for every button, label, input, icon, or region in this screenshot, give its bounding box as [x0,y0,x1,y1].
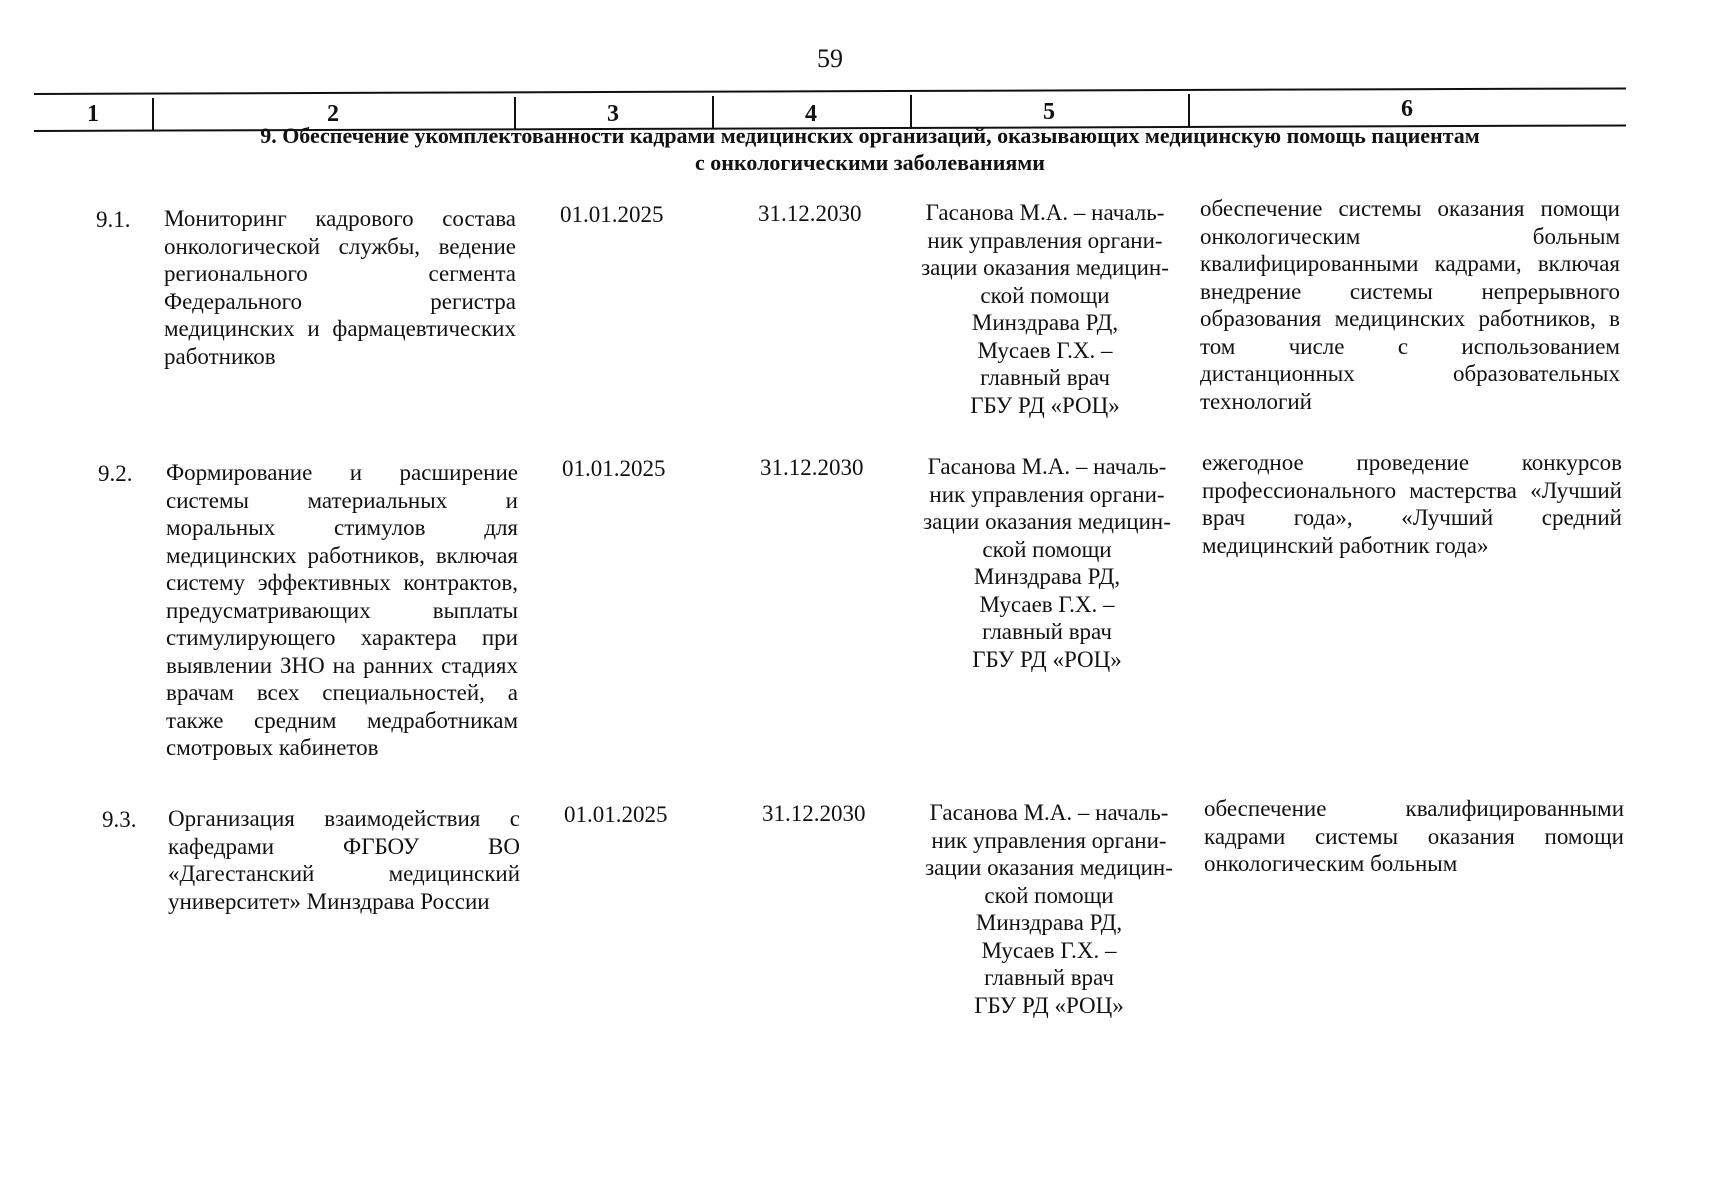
responsible-line: ской помощи [982,536,1112,562]
column-header-5: 5 [1043,99,1055,125]
responsible-line: ник управления органи- [927,227,1163,253]
responsible-line: Гасанова М.А. – началь- [927,454,1167,479]
row-number: 9.2. [98,461,133,486]
row-start-date: 01.01.2025 [564,802,668,827]
row-start-date: 01.01.2025 [560,202,664,227]
responsible-line: ГБУ РД «РОЦ» [972,646,1122,672]
responsible-line: ГБУ РД «РОЦ» [970,392,1120,418]
row-responsible [912,199,1178,419]
row-end-date: 31.12.2030 [762,801,866,826]
column-header-2: 2 [327,101,339,127]
row-description: Мониторинг кадрового состава онкологической службы, ведение регионального сегмента Федерального регистра медицинских и фармацевтических работников [164,206,516,369]
responsible-line: зации оказания медицин- [925,855,1173,880]
responsible-line: главный врач [980,365,1110,390]
responsible-line: Минздрава РД, [971,310,1119,335]
row-responsible [914,453,1180,673]
row-number: 9.1. [96,207,131,232]
responsible-line: зации оказания медицин- [921,255,1169,280]
column-header-4: 4 [805,101,817,127]
responsible-line: зации оказания медицин- [923,509,1171,534]
row-description: Формирование и расширение системы материальных и моральных стимулов для медицинских работников, включая систему эффективных контрактов, предусматривающих выплаты стимулирующего характера при выявлении ЗНО на ранних стадиях врачам всех специальностей, а также средним медработникам смотровых кабинетов [166,460,518,760]
responsible-line: ской помощи [980,282,1110,308]
row-result: ежегодное проведение конкурсов профессионального мастерства «Лучший врач года», «Лучший средний медицинский работник года» [1202,450,1622,558]
section-title-line-2: с онкологическими заболеваниями [695,150,1045,175]
page-number: 59 [817,44,843,73]
responsible-line: главный врач [982,619,1112,644]
section-title [150,122,1590,176]
responsible-line: Мусаев Г.Х. – [979,591,1115,617]
responsible-line: Минздрава РД, [975,910,1123,935]
section-title-line-1: 9. Обеспечение укомплектованности кадрами медицинских организаций, оказывающих медицинскую помощь пациентам [260,123,1480,148]
row-result: обеспечение системы оказания помощи онкологическим больным квалифицированными кадрами, включая внедрение системы непрерывного образования медицинских работников, в том числе с использованием дистанционных образовательных технологий [1200,196,1620,414]
row-responsible [916,799,1182,1019]
row-end-date: 31.12.2030 [758,201,862,226]
responsible-line: главный врач [984,965,1114,990]
responsible-line: ник управления органи- [931,827,1167,853]
row-start-date: 01.01.2025 [562,456,666,481]
column-header-3: 3 [607,101,619,127]
column-header-1: 1 [87,101,99,127]
row-result: обеспечение квалифицированными кадрами системы оказания помощи онкологическим больным [1204,796,1624,876]
column-header-6: 6 [1401,96,1413,122]
responsible-line: Гасанова М.А. – началь- [929,800,1169,825]
responsible-line: ГБУ РД «РОЦ» [974,992,1124,1018]
responsible-line: Мусаев Г.Х. – [981,937,1117,963]
header-top-border [34,87,1626,95]
responsible-line: Мусаев Г.Х. – [977,337,1113,363]
row-description: Организация взаимодействия с кафедрами ФГБОУ ВО «Дагестанский медицинский университет» Минздрава России [168,806,520,914]
row-end-date: 31.12.2030 [760,455,864,480]
responsible-line: Гасанова М.А. – началь- [925,200,1165,225]
responsible-line: ской помощи [984,882,1114,908]
responsible-line: ник управления органи- [929,481,1165,507]
responsible-line: Минздрава РД, [973,564,1121,589]
row-number: 9.3. [102,807,137,832]
